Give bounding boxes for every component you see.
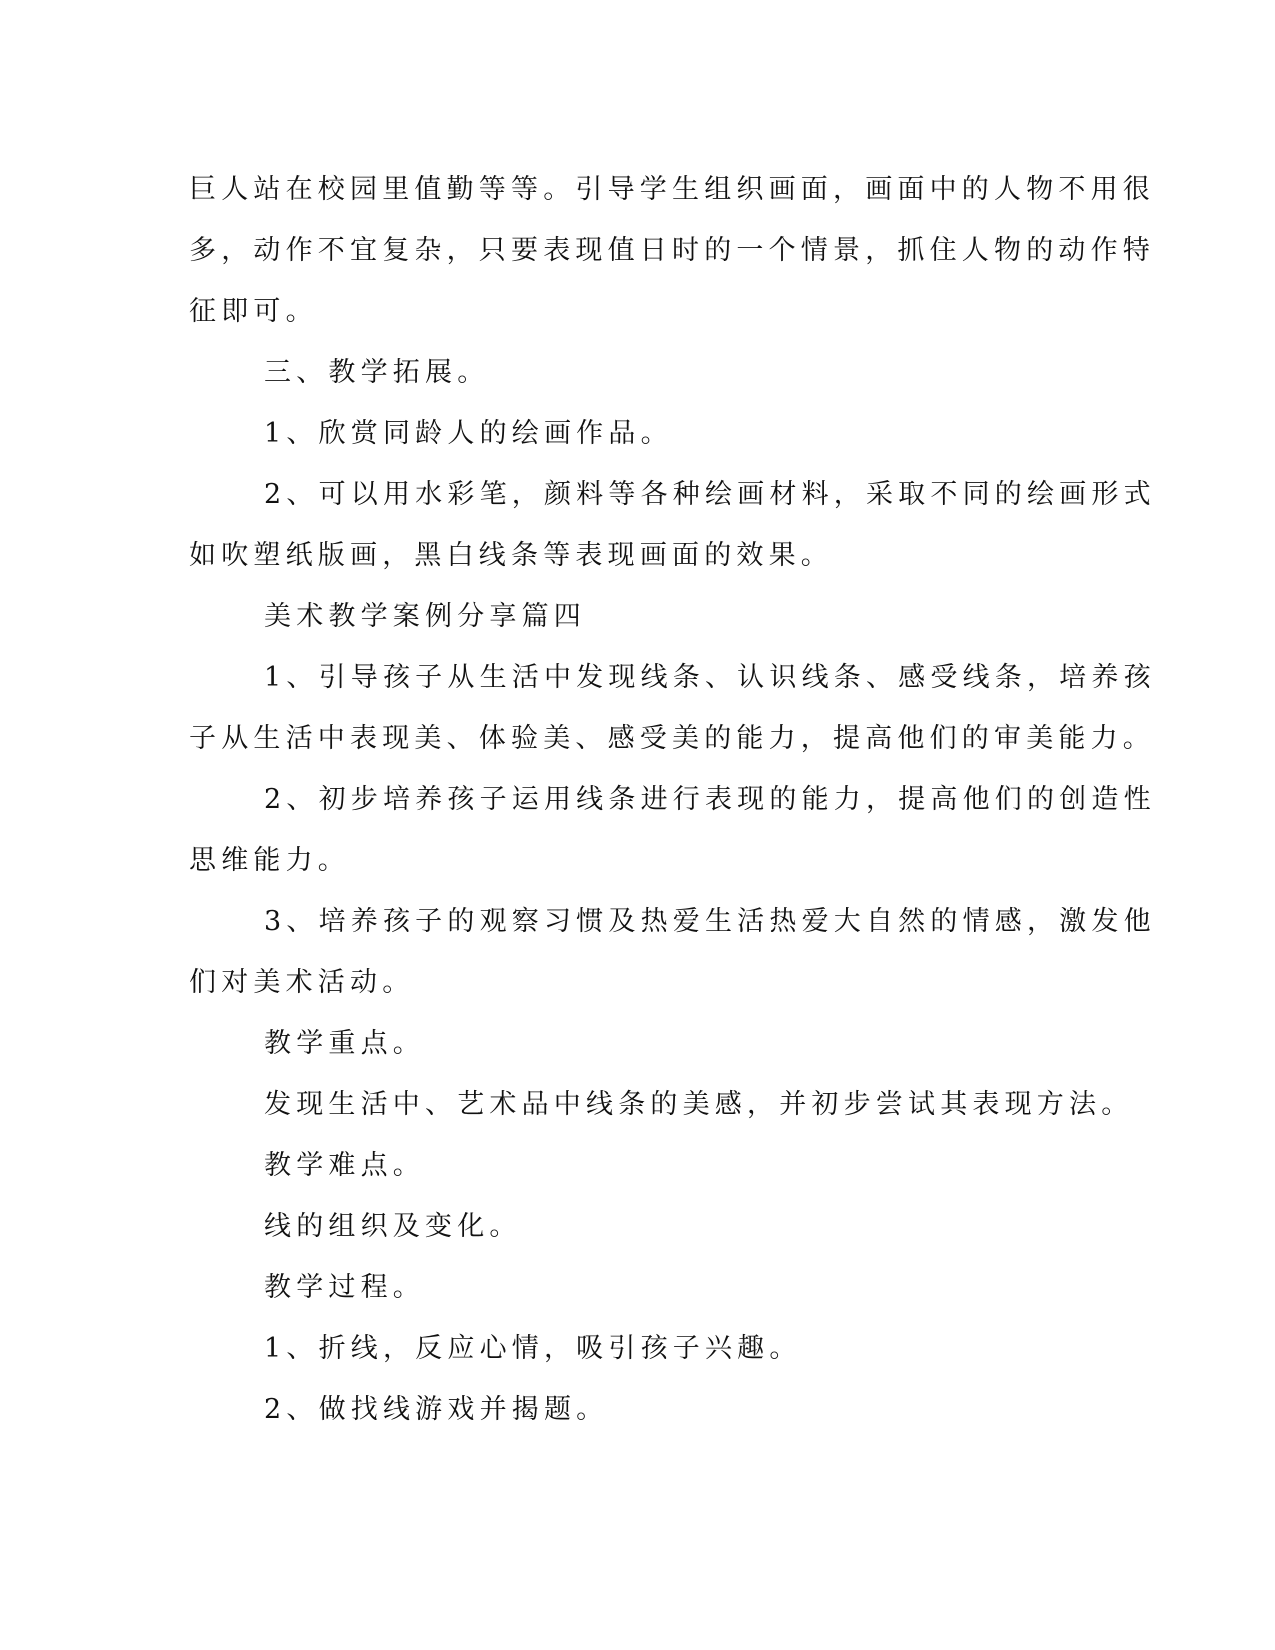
paragraph-line: 征即可。 bbox=[189, 296, 318, 327]
paragraph-line: 们对美术活动。 bbox=[189, 967, 415, 998]
section-heading: 教学过程。 bbox=[264, 1272, 425, 1303]
paragraph-line: 如吹塑纸版画，黑白线条等表现画面的效果。 bbox=[189, 540, 833, 571]
list-item: 1、折线，反应心情，吸引孩子兴趣。 bbox=[264, 1333, 802, 1364]
section-title: 美术教学案例分享篇四 bbox=[264, 601, 586, 632]
paragraph-line: 思维能力。 bbox=[189, 845, 350, 876]
list-item: 1、引导孩子从生活中发现线条、认识线条、感受线条，培养孩 bbox=[264, 662, 1156, 693]
paragraph-line: 发现生活中、艺术品中线条的美感，并初步尝试其表现方法。 bbox=[264, 1089, 1134, 1120]
list-item: 1、欣赏同龄人的绘画作品。 bbox=[264, 418, 673, 449]
section-heading: 三、教学拓展。 bbox=[264, 357, 490, 388]
list-item: 2、可以用水彩笔，颜料等各种绘画材料，采取不同的绘画形式 bbox=[264, 479, 1156, 510]
paragraph-line: 线的组织及变化。 bbox=[264, 1211, 522, 1242]
list-item: 2、初步培养孩子运用线条进行表现的能力，提高他们的创造性 bbox=[264, 784, 1156, 815]
list-item: 3、培养孩子的观察习惯及热爱生活热爱大自然的情感，激发他 bbox=[264, 906, 1156, 937]
paragraph-line: 多，动作不宜复杂，只要表现值日时的一个情景，抓住人物的动作特 bbox=[189, 235, 1155, 266]
paragraph-line: 子从生活中表现美、体验美、感受美的能力，提高他们的审美能力。 bbox=[189, 723, 1155, 754]
list-item: 2、做找线游戏并揭题。 bbox=[264, 1394, 609, 1425]
paragraph-line: 巨人站在校园里值勤等等。引导学生组织画面，画面中的人物不用很 bbox=[189, 174, 1155, 205]
section-heading: 教学难点。 bbox=[264, 1150, 425, 1181]
section-heading: 教学重点。 bbox=[264, 1028, 425, 1059]
